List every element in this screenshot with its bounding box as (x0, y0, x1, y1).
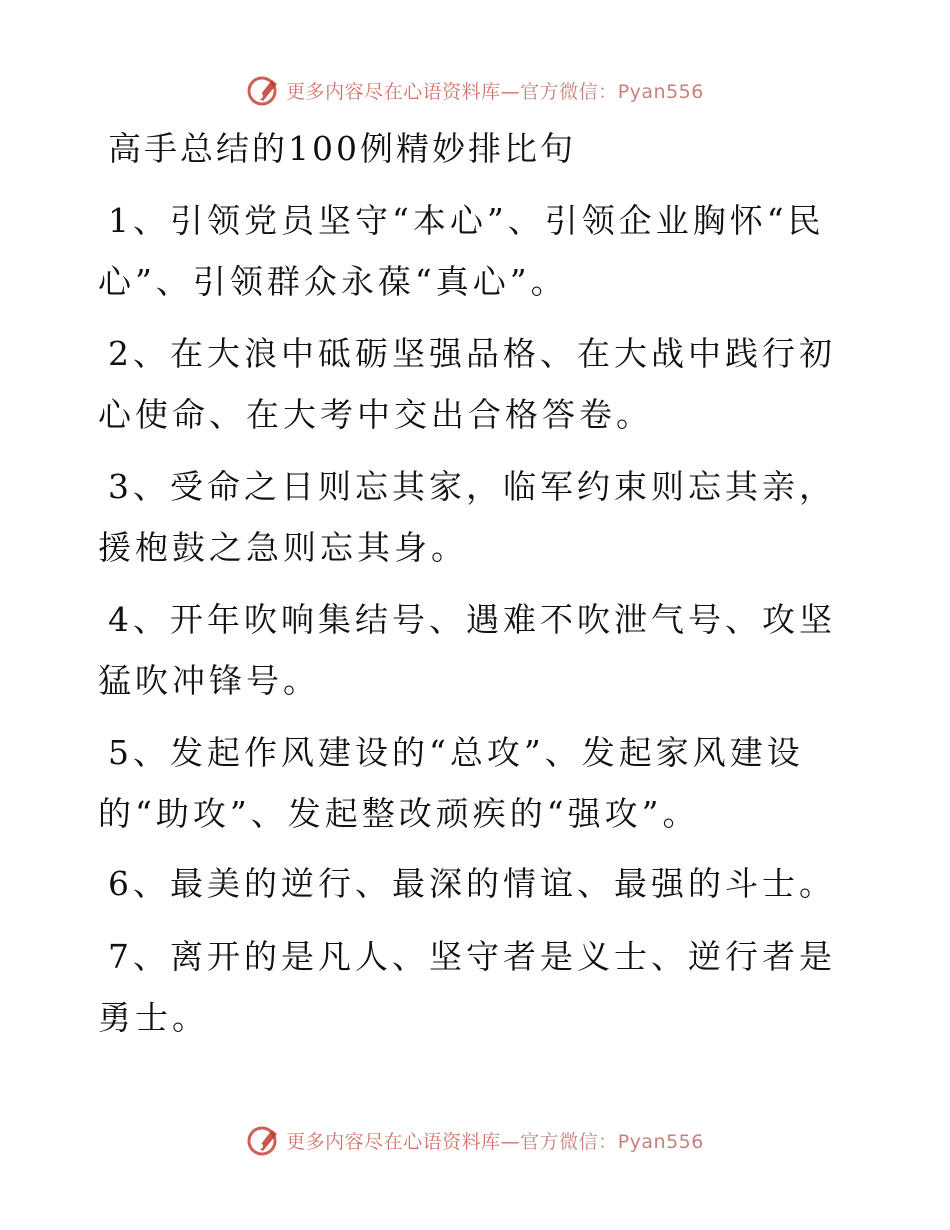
pen-nib-logo-icon (246, 72, 282, 108)
item-number: 5、 (108, 733, 170, 772)
item-text: 引领党员坚守“本心”、引领企业胸怀“民心”、引领群众永葆“真心”。 (98, 201, 825, 301)
list-item (98, 589, 858, 711)
pen-nib-logo-icon (246, 1122, 282, 1158)
list-item (98, 926, 858, 1048)
item-text: 开年吹响集结号、遇难不吹泄气号、攻坚猛吹冲锋号。 (98, 600, 836, 700)
item-number: 7、 (108, 937, 170, 976)
item-text: 受命之日则忘其家，临军约束则忘其亲，援枹鼓之急则忘其身。 (98, 467, 836, 567)
watermark-text: 更多内容尽在心语资料库—官方微信：Pyan556 (286, 80, 704, 103)
item-number: 6、 (108, 864, 170, 903)
item-number: 4、 (108, 600, 170, 639)
list-item (98, 853, 858, 914)
item-number: 2、 (108, 334, 170, 373)
item-text: 发起作风建设的“总攻”、发起家风建设的“助攻”、发起整改顽疾的“强攻”。 (98, 733, 804, 833)
footer-watermark (0, 1120, 950, 1160)
item-number: 3、 (108, 467, 170, 506)
watermark-text: 更多内容尽在心语资料库—官方微信：Pyan556 (286, 1130, 704, 1153)
header-watermark (0, 70, 950, 110)
item-text: 离开的是凡人、坚守者是义士、逆行者是勇士。 (98, 937, 836, 1037)
list-item (98, 722, 858, 844)
item-text: 最美的逆行、最深的情谊、最强的斗士。 (170, 864, 836, 903)
item-text: 在大浪中砥砺坚强品格、在大战中践行初心使命、在大考中交出合格答卷。 (98, 334, 836, 434)
item-number: 1、 (108, 201, 170, 240)
list-item (98, 190, 858, 312)
document-title: 高手总结的100例精妙排比句 (108, 129, 576, 168)
list-item (98, 456, 858, 578)
list-item (98, 323, 858, 445)
